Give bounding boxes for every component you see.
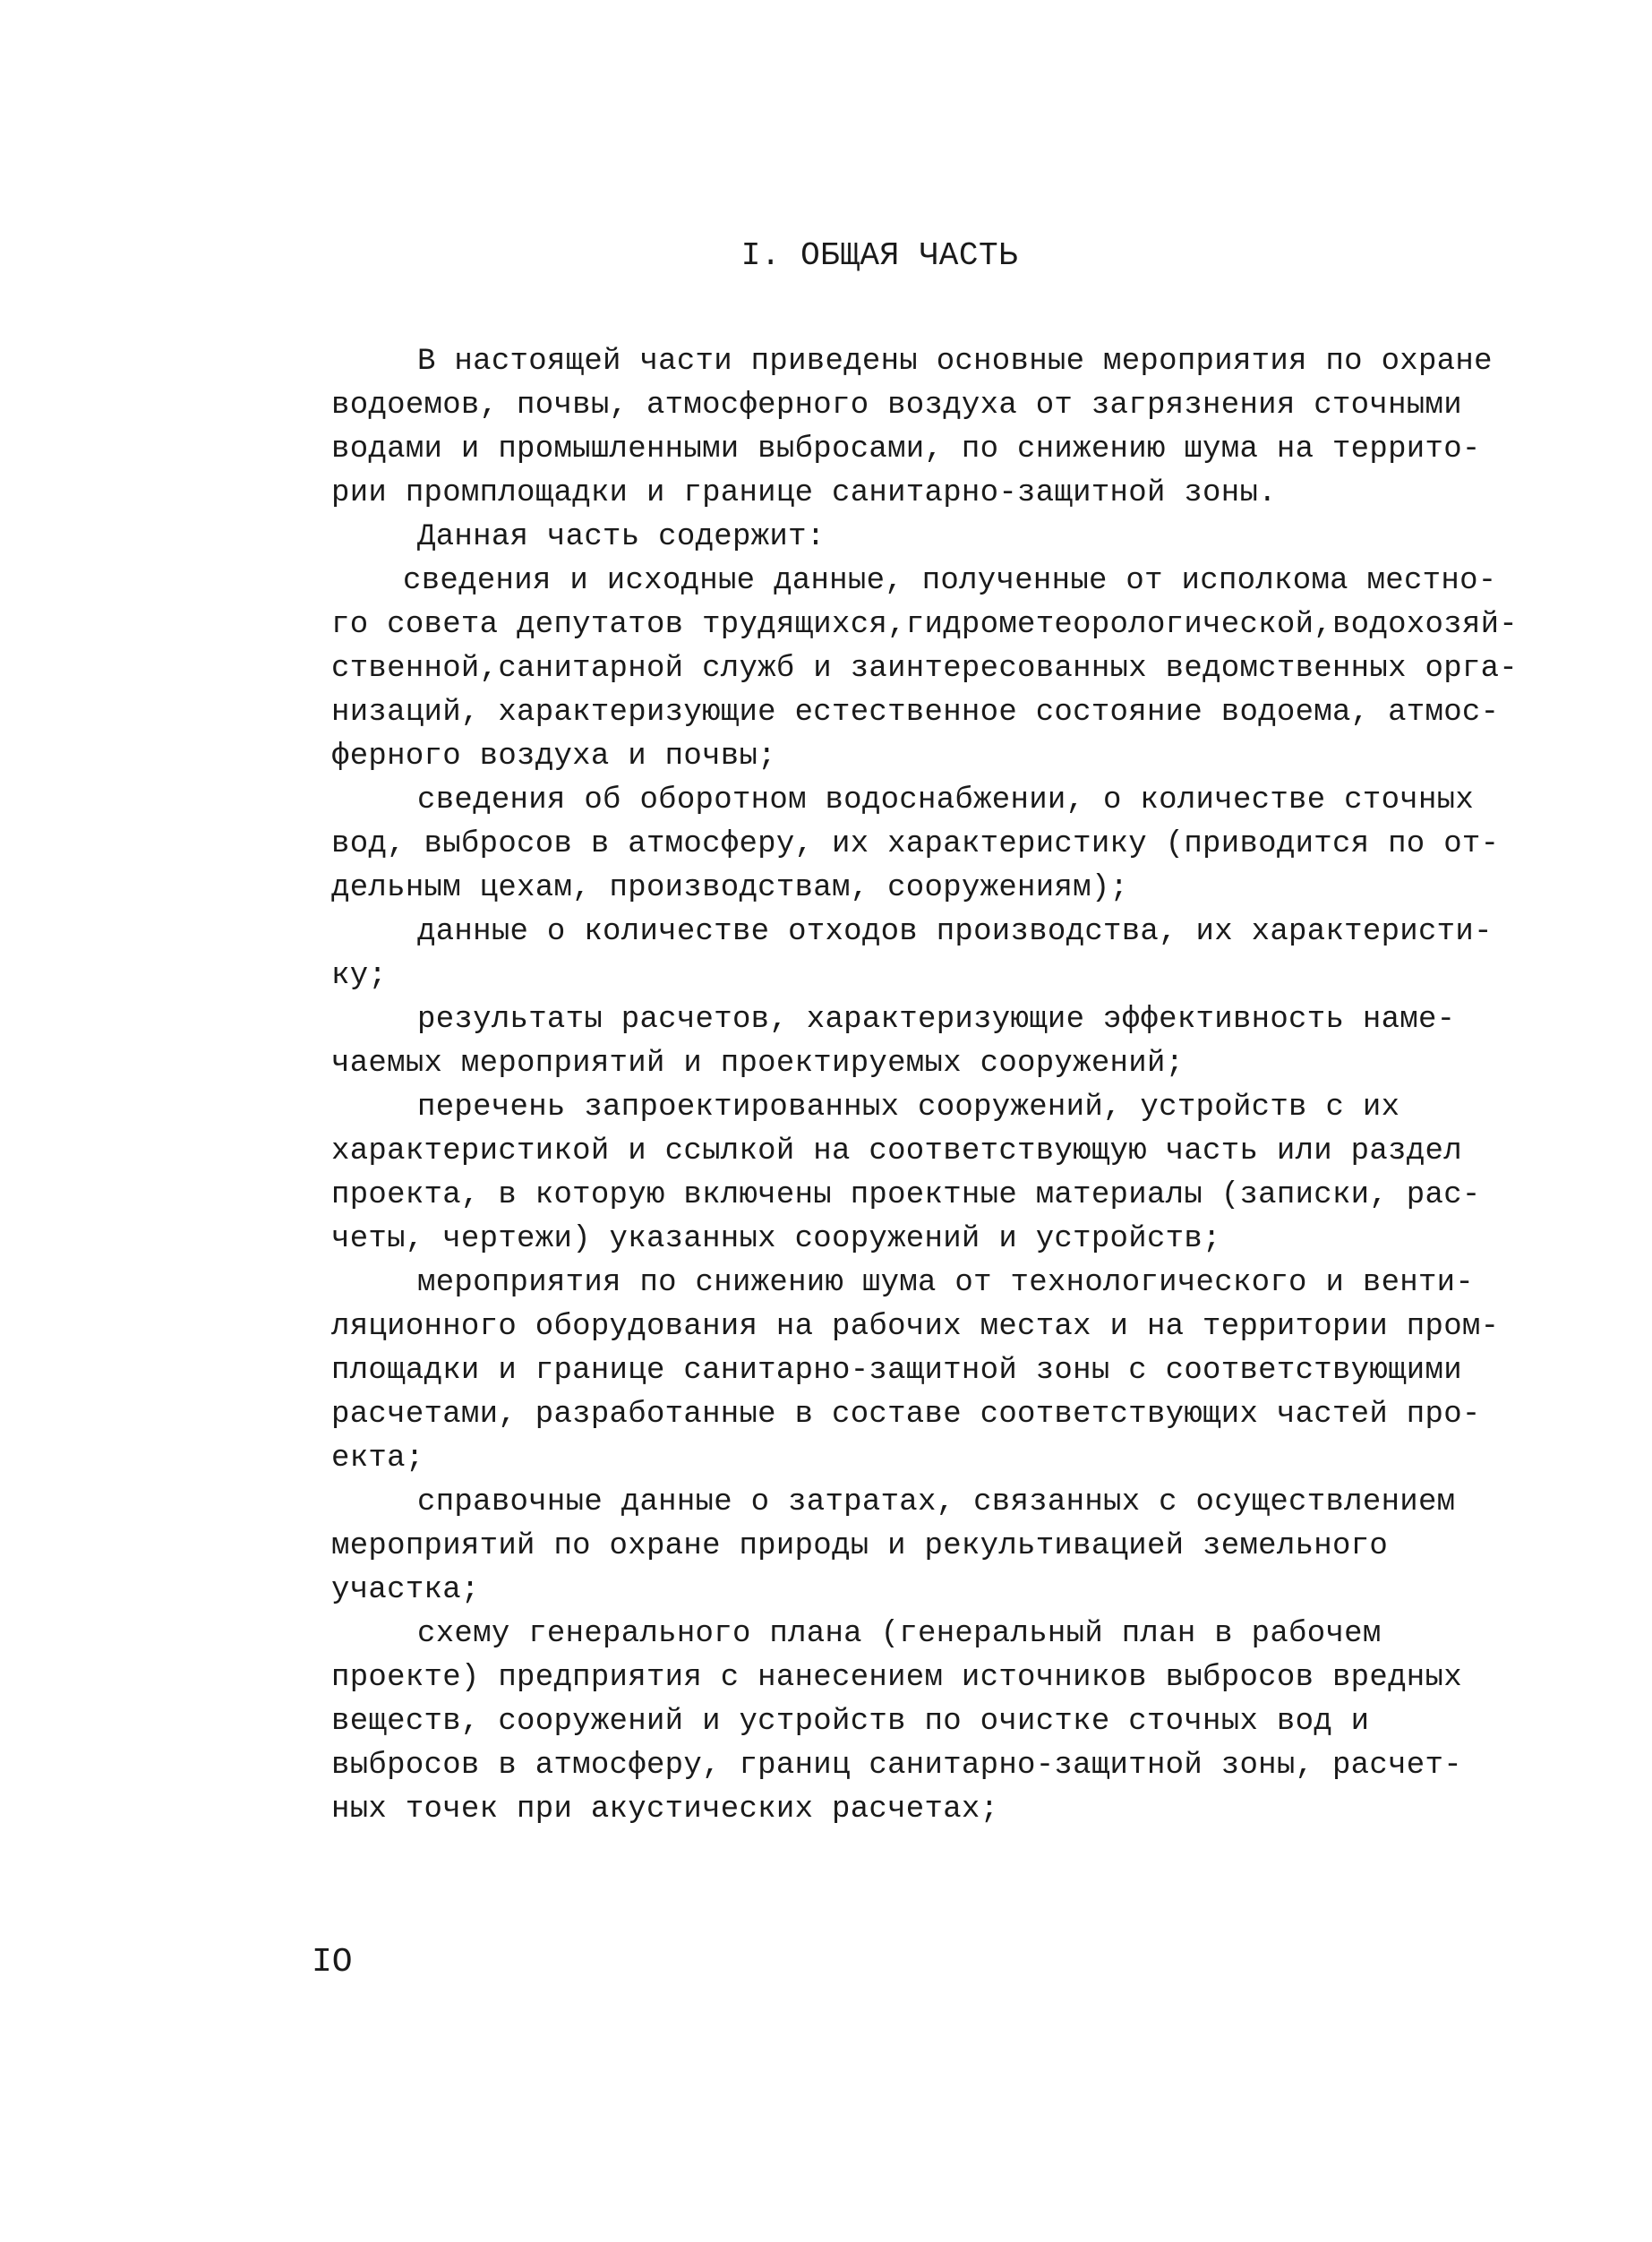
text-line: В настоящей части приведены основные мероприятия по охране xyxy=(417,345,1493,379)
text-line: веществ, сооружений и устройств по очистке сточных вод и xyxy=(331,1705,1370,1739)
text-line: четы, чертежи) указанных сооружений и устройств; xyxy=(331,1222,1221,1256)
text-line: водоемов, почвы, атмосферного воздуха от загрязнения сточными xyxy=(331,389,1462,423)
text-line: низаций, характеризующие естественное состояние водоема, атмос- xyxy=(331,696,1500,730)
text-line: сведения и исходные данные, полученные от исполкома местно- xyxy=(403,564,1497,598)
text-line: рии промплощадки и границе санитарно-защитной зоны. xyxy=(331,476,1277,510)
text-line: результаты расчетов, характеризующие эффективность наме- xyxy=(417,1003,1456,1037)
text-line: расчетами, разработанные в составе соответствующих частей про- xyxy=(331,1398,1481,1432)
text-line: мероприятий по охране природы и рекультивацией земельного xyxy=(331,1529,1389,1563)
text-line: ственной,санитарной служб и заинтересованных ведомственных орга- xyxy=(331,652,1519,686)
text-line: чаемых мероприятий и проектируемых сооружений; xyxy=(331,1047,1185,1081)
text-line: мероприятия по снижению шума от технологического и венти- xyxy=(417,1266,1475,1300)
text-line: водами и промышленными выбросами, по снижению шума на террито- xyxy=(331,432,1481,466)
text-line: проекта, в которую включены проектные материалы (записки, рас- xyxy=(331,1178,1481,1212)
text-line: го совета депутатов трудящихся,гидрометеорологической,водохозяй- xyxy=(331,608,1519,642)
text-line: перечень запроектированных сооружений, устройств с их xyxy=(417,1091,1400,1125)
page-number: IO xyxy=(312,1943,353,1981)
text-line: ных точек при акустических расчетах; xyxy=(331,1793,999,1827)
text-line: екта; xyxy=(331,1442,424,1476)
text-line: ферного воздуха и почвы; xyxy=(331,740,776,774)
text-line: выбросов в атмосферу, границ санитарно-защитной зоны, расчет- xyxy=(331,1749,1462,1783)
text-line: характеристикой и ссылкой на соответствующую часть или раздел xyxy=(331,1134,1462,1168)
text-line: Данная часть содержит: xyxy=(417,520,826,554)
section-heading: I. ОБЩАЯ ЧАСТЬ xyxy=(740,237,1019,274)
text-line: проекте) предприятия с нанесением источников выбросов вредных xyxy=(331,1661,1462,1695)
text-line: дельным цехам, производствам, сооружениям); xyxy=(331,871,1129,905)
text-line: справочные данные о затратах, связанных с осуществлением xyxy=(417,1485,1456,1519)
text-line: участка; xyxy=(331,1573,480,1607)
text-line: сведения об оборотном водоснабжении, о количестве сточных xyxy=(417,783,1475,817)
text-line: вод, выбросов в атмосферу, их характеристику (приводится по от- xyxy=(331,827,1500,861)
text-line: схему генерального плана (генеральный план в рабочем xyxy=(417,1617,1382,1651)
text-line: ляционного оборудования на рабочих местах и на территории пром- xyxy=(331,1310,1500,1344)
text-line: площадки и границе санитарно-защитной зоны с соответствующими xyxy=(331,1354,1462,1388)
text-line: ку; xyxy=(331,959,388,993)
text-line: данные о количестве отходов производства, их характеристи- xyxy=(417,915,1493,949)
